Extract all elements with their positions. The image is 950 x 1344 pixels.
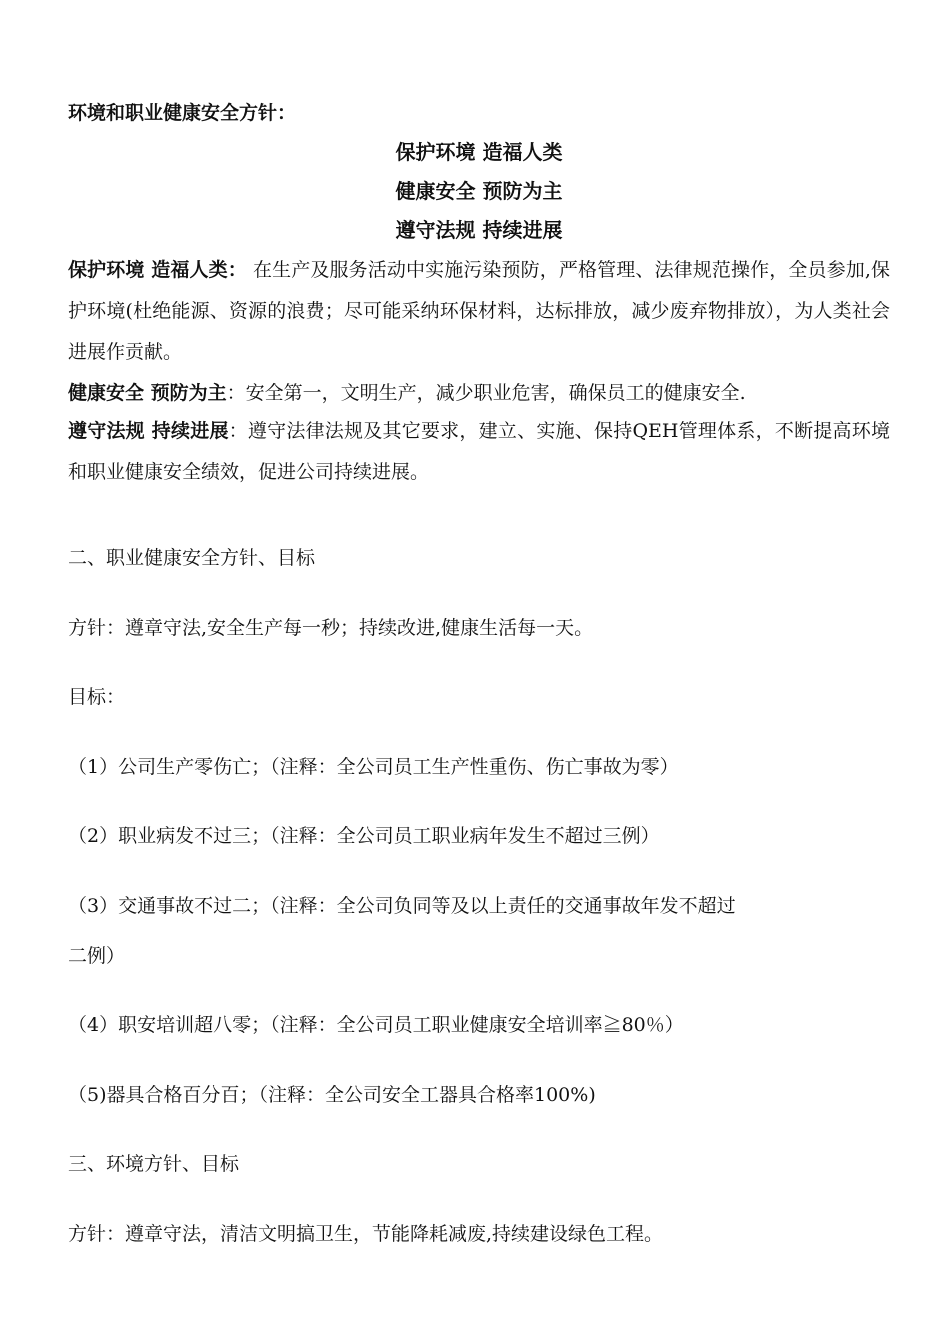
goal-item: （2）职业病发不过三；（注释：全公司员工职业病年发生不超过三例） xyxy=(68,825,660,847)
policy-item-text: 在生产及服务活动中实施污染预防，严格管理、法律规范操作，全员参加,保护环境(杜绝能源、资源的浪费；尽可能采纳环保材料，达标排放，减少废弃物排放），为人类社会进展作贡献。 xyxy=(68,259,890,363)
section2-heading: 二、职业健康安全方针、目标 xyxy=(68,547,316,569)
goal-item: （4）职安培训超八零；（注释：全公司员工职业健康安全培训率≧80％） xyxy=(68,1014,684,1036)
section2-goals-heading: 目标： xyxy=(68,686,126,708)
policy-item-text: ：遵守法律法规及其它要求，建立、实施、保持QEH管理体系，不断提高环境和职业健康安全绩效，促进公司持续进展。 xyxy=(68,420,890,483)
section2-policy: 方针：遵章守法,安全生产每一秒；持续改进,健康生活每一天。 xyxy=(68,617,594,639)
policy-item-label: 遵守法规 持续进展 xyxy=(68,420,229,442)
policy-item-label: 健康安全 预防为主 xyxy=(68,382,227,404)
section3-policy: 方针：遵章守法，清洁文明搞卫生，节能降耗减废,持续建设绿色工程。 xyxy=(68,1223,664,1245)
policy-item-compliance xyxy=(68,411,890,493)
goal-item: （3）交通事故不过二；（注释：全公司负同等及以上责任的交通事故年发不超过 xyxy=(68,895,736,917)
goal-item-continuation: 二例） xyxy=(68,945,126,967)
policy-item-environment xyxy=(68,250,890,373)
section3-heading: 三、环境方针、目标 xyxy=(68,1153,240,1175)
policy-item-health xyxy=(68,373,890,414)
policy-heading: 环境和职业健康安全方针： xyxy=(68,102,297,124)
goal-item: （5)器具合格百分百；（注释：全公司安全工器具合格率100%) xyxy=(68,1084,596,1106)
policy-item-text: ：安全第一，文明生产，减少职业危害，确保员工的健康安全. xyxy=(226,382,746,404)
policy-item-label: 保护环境 造福人类： xyxy=(68,259,247,281)
motto-1: 保护环境 造福人类 xyxy=(395,140,563,164)
motto-3: 遵守法规 持续进展 xyxy=(395,218,563,242)
goal-item: （1）公司生产零伤亡；（注释：全公司员工生产性重伤、伤亡事故为零） xyxy=(68,756,679,778)
motto-2: 健康安全 预防为主 xyxy=(395,179,563,203)
